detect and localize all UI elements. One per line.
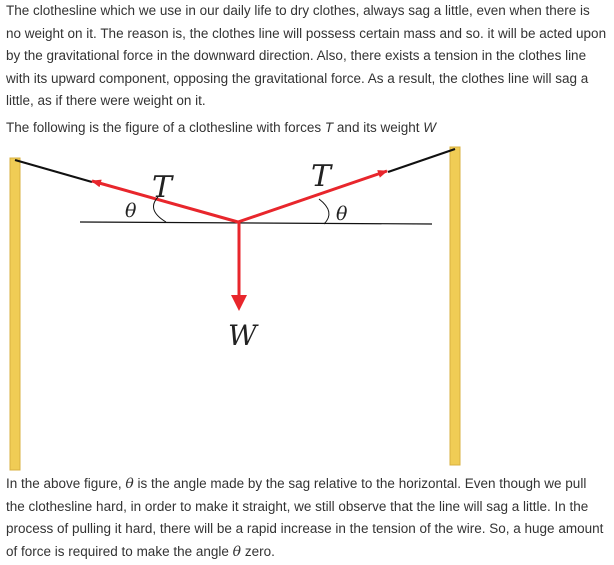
explanation-part3: zero. bbox=[241, 543, 275, 559]
intro-paragraph: The clothesline which we use in our daily life to dry clothes, always sag a little, even when there is no weight on it. The reason is, the clothes line will possess certain mass and so. it will be acted upon by the gravitational force in the downward direction. Also, there exists a tension in the clothes line with its upward component, opposing the gravitational force. As a result, the clothes line will sag a little, as if there were weight on it. bbox=[6, 3, 607, 109]
angle-label-left: θ bbox=[125, 200, 137, 222]
explanation-paragraph bbox=[6, 473, 608, 563]
explanation-part2: is the angle made by the sag relative to the horizontal. Even though we pull the clothesline hard, in order to make it straight, we still observe that the line will sag a little. In the process of pulling it hard, there will be a rapid increase in the tension of the wire. So, a huge amount of force is required to make the angle bbox=[6, 476, 604, 559]
explanation-theta: θ bbox=[125, 476, 134, 492]
caption-connector: and its weight bbox=[333, 120, 424, 135]
explanation-theta-2: θ bbox=[232, 543, 242, 560]
tension-label-right: T bbox=[311, 159, 332, 194]
explanation-part1: In the above figure, bbox=[6, 476, 126, 491]
horizontal-reference-line bbox=[80, 222, 432, 224]
angle-arc-right bbox=[319, 199, 329, 224]
clothesline-left-end bbox=[15, 160, 92, 182]
right-pole bbox=[450, 147, 460, 465]
left-pole bbox=[10, 158, 20, 470]
clothesline-right-end bbox=[388, 149, 455, 172]
weight-arrow-head bbox=[231, 295, 247, 311]
weight-label: W bbox=[228, 319, 257, 352]
tension-label-left: T bbox=[152, 170, 173, 205]
angle-label-right: θ bbox=[336, 203, 348, 225]
caption-text: The following is the figure of a clothesline with forces bbox=[6, 120, 325, 135]
caption-weight-symbol: W bbox=[423, 120, 436, 135]
caption-tension-symbol: T bbox=[324, 120, 334, 135]
